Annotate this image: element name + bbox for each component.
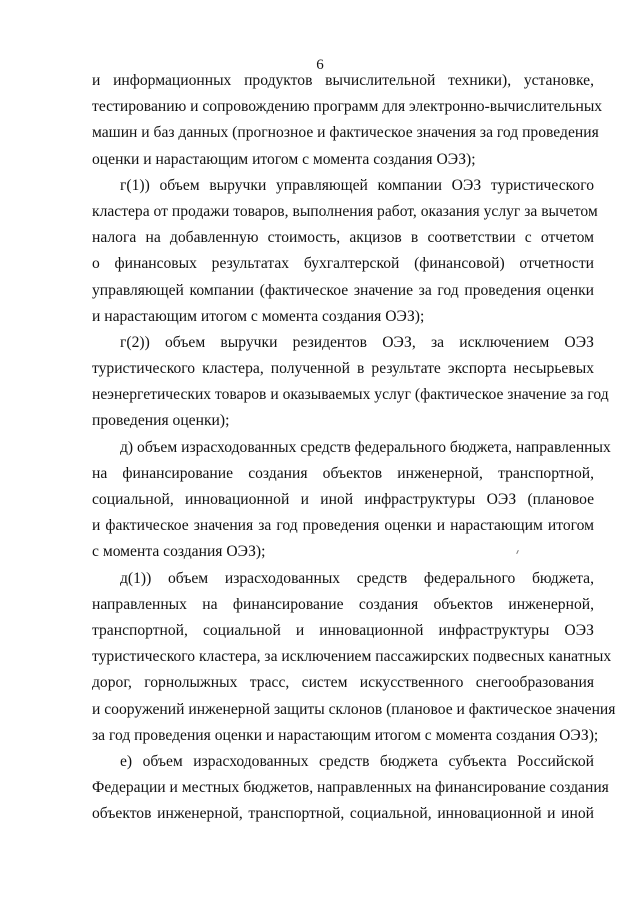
text-line: оценки и нарастающим итогом с момента создания ОЭЗ); <box>92 150 476 168</box>
text-line: и сооружений инженерной защиты склонов (плановое и фактическое значения <box>92 700 616 718</box>
page-number: 6 <box>316 57 324 73</box>
text-line: с момента создания ОЭЗ); <box>92 543 266 561</box>
paragraph-e <box>92 749 609 828</box>
text-line: о финансовых результатах бухгалтерской (финансовой) отчетности <box>92 255 594 273</box>
text-line: и фактическое значения за год проведения оценки и нарастающим итогом <box>92 517 594 535</box>
paragraph-d <box>92 435 611 566</box>
paragraph-d1 <box>92 566 616 749</box>
text-line: е) объем израсходованных средств бюджета субъекта Российской <box>120 752 594 770</box>
text-line: проведения оценки); <box>92 412 230 430</box>
text-line: социальной, инновационной и иной инфраструктуры ОЭЗ (плановое <box>92 491 594 508</box>
text-line: неэнергетических товаров и оказываемых услуг (фактическое значение за год <box>92 386 609 404</box>
text-line: д) объем израсходованных средств федерального бюджета, направленных <box>120 438 611 456</box>
text-line: и нарастающим итогом с момента создания ОЭЗ); <box>92 307 425 325</box>
document-body <box>92 68 616 827</box>
text-line: налога на добавленную стоимость, акцизов в соответствии с отчетом <box>92 229 594 247</box>
text-line: туристического кластера, за исключением пассажирских подвесных канатных <box>92 648 612 666</box>
text-line: за год проведения оценки и нарастающим итогом с момента создания ОЭЗ); <box>92 726 599 744</box>
text-line: г(1)) объем выручки управляющей компании ОЭЗ туристического <box>120 176 594 194</box>
text-line: управляющей компании (фактическое значение за год проведения оценки <box>92 281 594 299</box>
text-line: туристического кластера, полученной в результате экспорта несырьевых <box>92 360 594 378</box>
text-line: дорог, горнолыжных трасс, систем искусственного снегообразования <box>92 674 594 692</box>
text-line: тестированию и сопровождению программ для электронно-вычислительных <box>92 98 603 116</box>
paragraph-g2 <box>92 330 609 435</box>
paragraph-g1 <box>92 173 598 330</box>
paragraph-continuation <box>92 68 603 173</box>
text-line: машин и баз данных (прогнозное и фактическое значения за год проведения <box>92 124 599 142</box>
text-line: объектов инженерной, транспортной, социальной, инновационной и иной <box>92 805 594 823</box>
text-line: д(1)) объем израсходованных средств федерального бюджета, <box>120 569 594 587</box>
text-line: г(2)) объем выручки резидентов ОЭЗ, за исключением ОЭЗ <box>120 333 594 351</box>
text-line: и информационных продуктов вычислительной техники), установке, <box>92 72 594 89</box>
text-line: на финансирование создания объектов инженерной, транспортной, <box>92 464 594 482</box>
text-line: кластера от продажи товаров, выполнения работ, оказания услуг за вычетом <box>92 202 598 220</box>
text-line: транспортной, социальной и инновационной инфраструктуры ОЭЗ <box>92 621 594 639</box>
text-line: Федерации и местных бюджетов, направленных на финансирование создания <box>92 779 609 797</box>
text-line: направленных на финансирование создания объектов инженерной, <box>92 595 594 613</box>
